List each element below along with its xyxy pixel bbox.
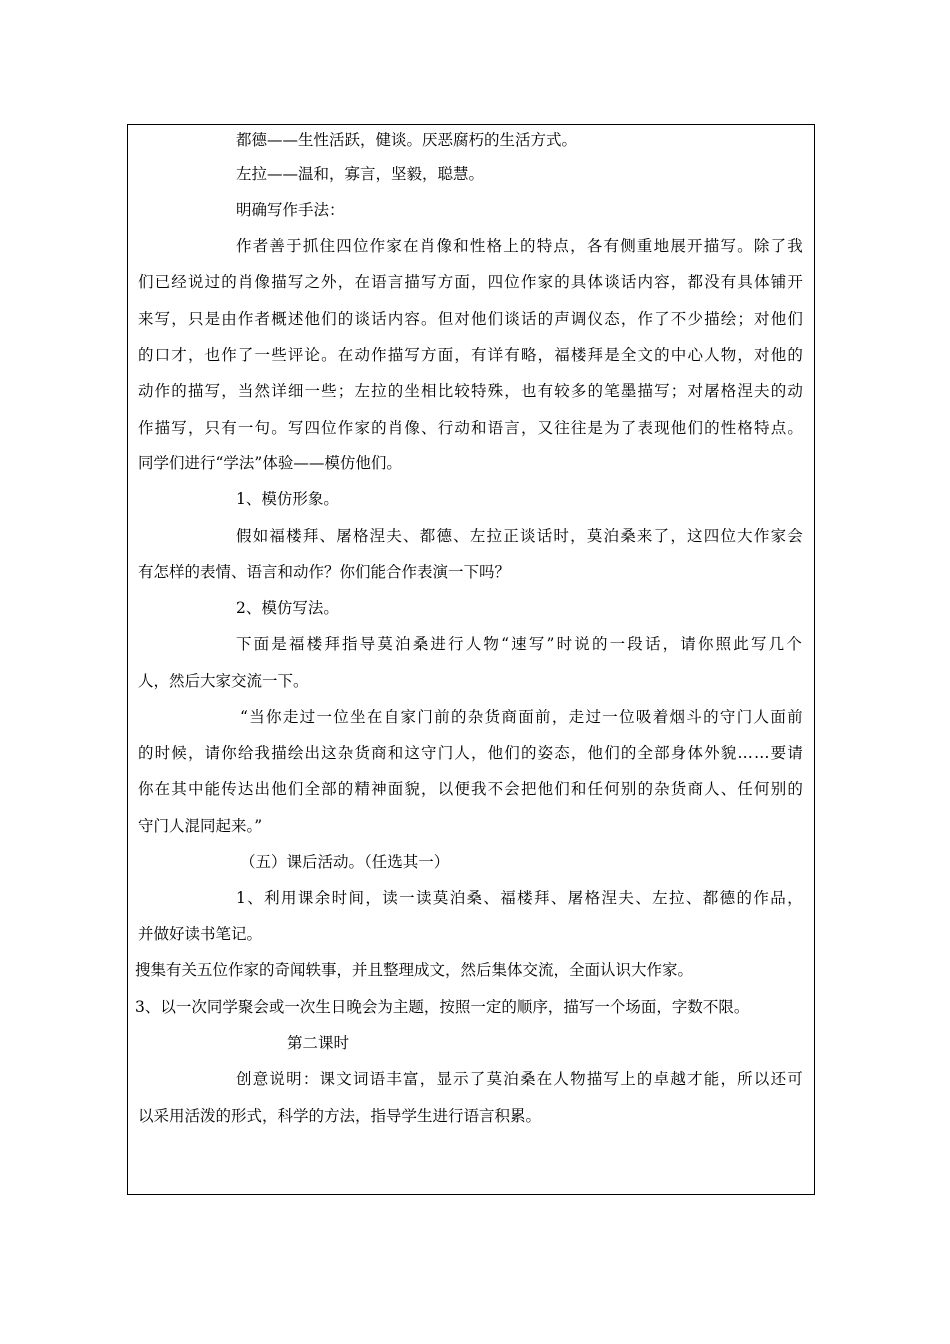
text-line: 1、模仿形象。 bbox=[236, 490, 339, 508]
text-line: 人，然后大家交流一下。 bbox=[138, 672, 309, 690]
text-line: 守门人混同起来。” bbox=[138, 817, 263, 835]
text-line: “当你走过一位坐在自家门前的杂货商面前，走过一位吸着烟斗的守门人面前 bbox=[240, 708, 804, 726]
text-line: 下面是福楼拜指导莫泊桑进行人物“速写”时说的一段话，请你照此写几个 bbox=[236, 635, 804, 653]
text-line: 作者善于抓住四位作家在肖像和性格上的特点，各有侧重地展开描写。除了我 bbox=[236, 237, 804, 255]
text-line: 3、以一次同学聚会或一次生日晚会为主题，按照一定的顺序，描写一个场面，字数不限。 bbox=[135, 998, 750, 1016]
text-line: 明确写作手法： bbox=[236, 201, 345, 219]
text-line: 作描写，只有一句。写四位作家的肖像、行动和语言，又往往是为了表现他们的性格特点。 bbox=[138, 419, 804, 437]
text-line: 以采用活泼的形式，科学的方法，指导学生进行语言积累。 bbox=[138, 1107, 542, 1125]
text-line: 你在其中能传达出他们全部的精神面貌，以便我不会把他们和任何别的杂货商人、任何别的 bbox=[138, 780, 804, 798]
text-line: 来写，只是由作者概述他们的谈话内容。但对他们谈话的声调仪态，作了不少描绘；对他们 bbox=[138, 310, 804, 328]
text-line: 们已经说过的肖像描写之外，在语言描写方面，四位作家的具体谈话内容，都没有具体铺开 bbox=[138, 273, 804, 291]
text-line: 动作的描写，当然详细一些；左拉的坐相比较特殊，也有较多的笔墨描写；对屠格涅夫的动 bbox=[138, 382, 804, 400]
text-line: （五）课后活动。（任选其一） bbox=[240, 853, 450, 871]
text-line: 有怎样的表情、语言和动作？你们能合作表演一下吗？ bbox=[138, 563, 511, 581]
text-line: 的时候，请你给我描绘出这杂货商和这守门人，他们的姿态，他们的全部身体外貌……要请 bbox=[138, 744, 804, 762]
text-line: 并做好读书笔记。 bbox=[138, 925, 263, 943]
text-line: 都德——生性活跃，健谈。厌恶腐朽的生活方式。 bbox=[236, 131, 578, 149]
text-line: 创意说明：课文词语丰富，显示了莫泊桑在人物描写上的卓越才能，所以还可 bbox=[236, 1070, 804, 1088]
text-line: 的口才，也作了一些评论。在动作描写方面，有详有略，福楼拜是全文的中心人物，对他的 bbox=[138, 346, 804, 364]
text-line: 搜集有关五位作家的奇闻轶事，并且整理成文，然后集体交流，全面认识大作家。 bbox=[135, 961, 694, 979]
text-line: 同学们进行“学法”体验——模仿他们。 bbox=[138, 454, 402, 472]
text-line: 2、模仿写法。 bbox=[236, 599, 339, 617]
text-line: 左拉——温和，寡言，坚毅，聪慧。 bbox=[236, 165, 485, 183]
text-line: 假如福楼拜、屠格涅夫、都德、左拉正谈话时，莫泊桑来了，这四位大作家会 bbox=[236, 527, 804, 545]
text-line: 第二课时 bbox=[287, 1034, 350, 1052]
text-line: 1、利用课余时间，读一读莫泊桑、福楼拜、屠格涅夫、左拉、都德的作品， bbox=[236, 889, 804, 907]
